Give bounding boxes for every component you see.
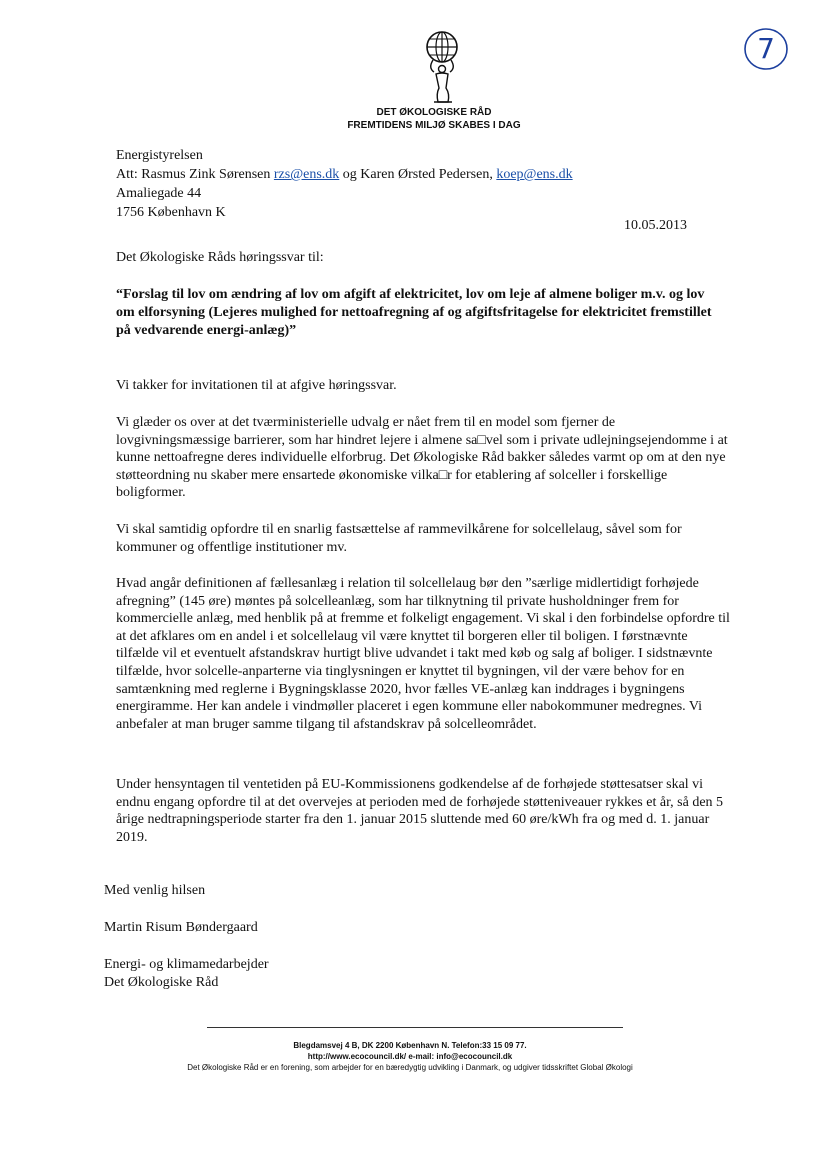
letterhead — [300, 106, 568, 132]
footer-about: Det Økologiske Råd er en forening, som arbejder for en bæredygtig udvikling i Danmark, og udgiver tidsskriftet Global Økologi — [187, 1063, 633, 1072]
signatory-title: Energi- og klimamedarbejder — [104, 957, 269, 972]
email-link-koep[interactable]: koep@ens.dk — [496, 167, 573, 182]
signatory-org: Det Økologiske Råd — [104, 975, 219, 990]
paragraph-definition: Hvad angår definitionen af fællesanlæg i relation til solcellelaug bør den ”særlige midlertidigt forhøjede afregning” (145 øre) møntes på solcelleanlæg, som har tilknytning til private husholdninger frem for kommercielle anlæg, med henblik på at fremme et folkeligt engagement. Vi skal i den forbindelse opfordre til at det afklares om en andel i et solcellelaug vil være knyttet til borgeren eller til boligen. I førstnævnte tilfælde vil et eventuelt afstandskrav hurtigt blive udvandet i takt med køb og salg af boliger. I sidstnævnte tilfælde, hvor solcelle-anparterne via tinglysningen er knyttet til bygningen, vil der være behov for en samtænkning med reglerne i Bygningsklasse 2020, hvor fælles VE-anlæg kan inddrages i bygningens energiramme. Her kan andele i vindmøller placeret i egen kommune eller nabokommuner medregnes. Vi anbefaler at man bruger samme tilgang til afstandskrav på solcelleområdet. — [116, 576, 730, 732]
paragraph-support: Vi glæder os over at det tværministerielle udvalg er nået frem til en model som fjerner de lovgivningsmæssige barrierer, som har hindret lejere i almene sa□vel som i private udlejningsejendomme i at kunne nettoafregne deres individuelle elforbrug. Det Økologiske Råd bakker således varmt op om at den nye støtteordning nu skaber mere ensartede økonomiske vilka□r for etablering af solceller i forskellige boligformer. — [116, 415, 728, 501]
footer — [120, 1040, 700, 1073]
signatory-role — [104, 956, 269, 992]
recipient-address — [116, 146, 573, 222]
letter-intro: Det Økologiske Råds høringssvar til: — [116, 250, 324, 265]
recipient-att — [116, 165, 573, 184]
email-link-rzs[interactable]: rzs@ens.dk — [273, 167, 340, 182]
paragraph-thanks: Vi takker for invitationen til at afgive høringssvar. — [116, 378, 397, 393]
org-tagline: FREMTIDENS MILJØ SKABES I DAG — [347, 120, 521, 131]
letter-subject: “Forslag til lov om ændring af lov om afgift af elektricitet, lov om leje af almene boliger m.v. og lov om elforsyning (Lejeres mulighed for nettoafregning af og afgiftsfritagelse for elektricitet fremstillet på vedvarende energi-anlæg)” — [116, 287, 712, 338]
att-prefix: Att: Rasmus Zink Sørensen — [116, 167, 274, 182]
footer-address: Blegdamsvej 4 B, DK 2200 København N. Telefon:33 15 09 77. — [293, 1041, 527, 1050]
signatory-name: Martin Risum Bøndergaard — [104, 920, 258, 935]
paragraph-framework: Vi skal samtidig opfordre til en snarlig fastsættelse af rammevilkårene for solcellelaug, såvel som for kommuner og offentlige institutioner mv. — [116, 522, 682, 555]
footer-divider — [207, 1027, 623, 1028]
recipient-org: Energistyrelsen — [116, 148, 203, 163]
org-name: DET ØKOLOGISKE RÅD — [376, 107, 492, 118]
page-number-mark: 7 — [757, 32, 775, 65]
recipient-city: 1756 København K — [116, 205, 226, 220]
paragraph-timeline: Under hensyntagen til ventetiden på EU-Kommissionens godkendelse af de forhøjede støttesatser skal vi endnu engang opfordre til at det overvejes at perioden med de forhøjede støtteniveauer rykkes et år, så den 5 årige nedtrapningsperiode starter fra den 1. januar 2015 sluttende med 60 øre/kWh fra og med d. 1. januar 2019. — [116, 777, 724, 845]
att-middle: og Karen Ørsted Pedersen, — [339, 167, 497, 182]
closing-greeting: Med venlig hilsen — [104, 883, 206, 898]
letter-date: 10.05.2013 — [624, 218, 687, 233]
recipient-street: Amaliegade 44 — [116, 186, 202, 201]
footer-web: http://www.ecocouncil.dk/ e-mail: info@ecocouncil.dk — [307, 1052, 513, 1061]
globe-atlas-icon — [416, 28, 468, 108]
